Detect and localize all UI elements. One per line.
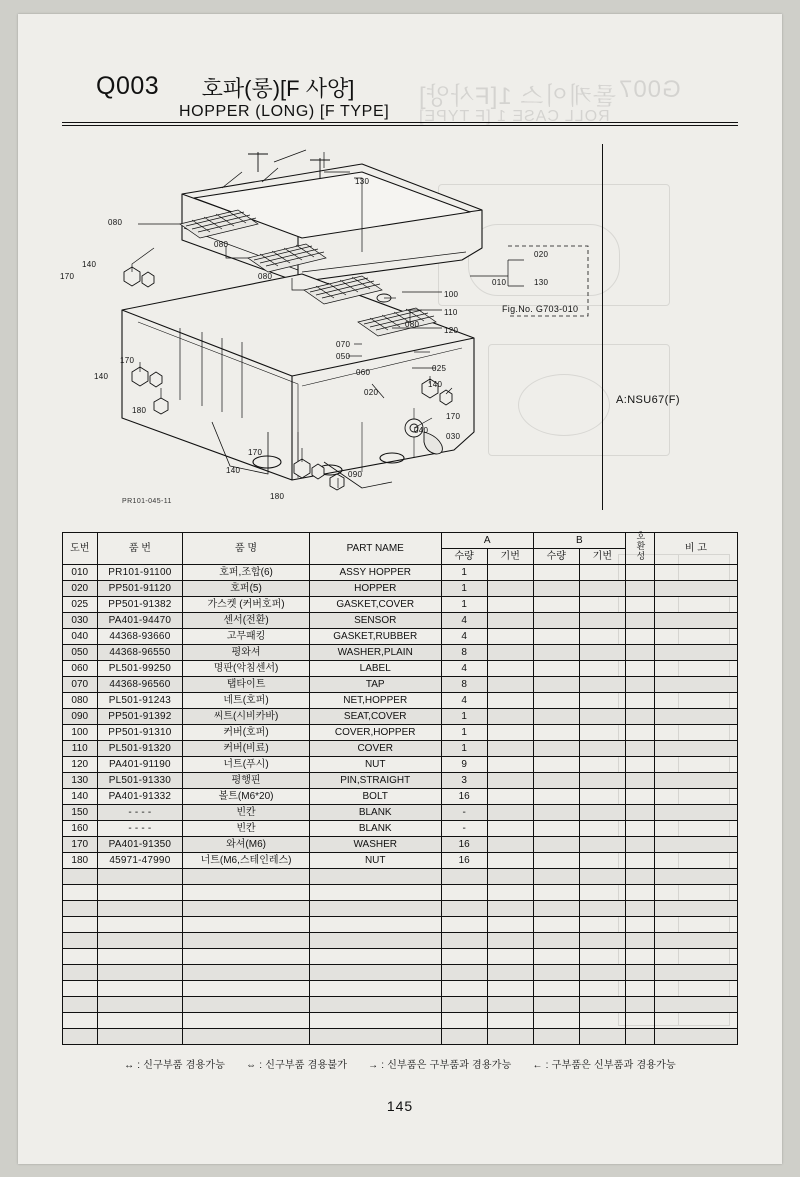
cell-dobeon: 100: [63, 725, 98, 741]
table-row: [63, 629, 738, 645]
th-dobeon: 도번: [63, 533, 98, 565]
cell-qty-b: [533, 757, 579, 773]
cell-part-name: LABEL: [309, 661, 441, 677]
cell-bigo: [654, 741, 737, 757]
cell-giban-a: [487, 629, 533, 645]
cell-qty-b: [533, 837, 579, 853]
cell-pumbeon: - - - -: [97, 805, 183, 821]
cell-qty-b: [533, 581, 579, 597]
cell-qty-a: 4: [441, 613, 487, 629]
cell-giban-b: [579, 837, 625, 853]
page-number: 145: [386, 1098, 414, 1114]
cell-pumbeon: PL501-91330: [97, 773, 183, 789]
cell-pummyeong: 빈칸: [183, 805, 310, 821]
header-rule-thin: [62, 125, 738, 126]
table-row-empty: [63, 885, 738, 901]
cell-pummyeong: 와셔(M6): [183, 837, 310, 853]
cell-hohwanseong: [625, 677, 654, 693]
bleed-title-en: ROLL CASE 1 [F TYPE]: [418, 108, 610, 125]
cell-bigo: [654, 661, 737, 677]
callout-020: 020: [364, 388, 379, 397]
cell-hohwanseong: [625, 789, 654, 805]
cell-giban-a: [487, 821, 533, 837]
cell-bigo: [654, 581, 737, 597]
table-row: [63, 789, 738, 805]
cell-giban-b: [579, 757, 625, 773]
cell-pummyeong: 탭타이트: [183, 677, 310, 693]
cell-giban-b: [579, 661, 625, 677]
callout-140-left2: 140: [94, 372, 109, 381]
cell-giban-a: [487, 693, 533, 709]
header-rule: [62, 122, 738, 123]
cell-bigo: [654, 773, 737, 789]
cell-qty-a: 1: [441, 597, 487, 613]
callout-070: 070: [336, 340, 351, 349]
cell-dobeon: 040: [63, 629, 98, 645]
cell-hohwanseong: [625, 773, 654, 789]
cell-pumbeon: PP501-91382: [97, 597, 183, 613]
cell-hohwanseong: [625, 693, 654, 709]
cell-part-name: SENSOR: [309, 613, 441, 629]
cell-pumbeon: PA401-91350: [97, 837, 183, 853]
cell-giban-b: [579, 565, 625, 581]
cell-giban-b: [579, 725, 625, 741]
cell-part-name: SEAT,COVER: [309, 709, 441, 725]
table-row: [63, 837, 738, 853]
callout-090: 090: [348, 470, 363, 479]
cell-giban-b: [579, 629, 625, 645]
cell-bigo: [654, 645, 737, 661]
legend-item-3: ← : 구부품은 신부품과 겸용가능: [532, 1060, 676, 1071]
cell-giban-b: [579, 645, 625, 661]
cell-bigo: [654, 565, 737, 581]
page-spine-left: [0, 0, 18, 1177]
table-row-empty: [63, 949, 738, 965]
cell-hohwanseong: [625, 853, 654, 869]
cell-pumbeon: PR101-91100: [97, 565, 183, 581]
cell-hohwanseong: [625, 597, 654, 613]
cell-qty-a: 16: [441, 789, 487, 805]
cell-giban-b: [579, 805, 625, 821]
callout-080-a: 080: [108, 218, 123, 227]
table-row: [63, 597, 738, 613]
drawing-number: PR101-045-11: [122, 498, 172, 505]
page-header: [96, 72, 390, 120]
cell-hohwanseong: [625, 709, 654, 725]
callout-120: 120: [444, 326, 459, 335]
cell-part-name: WASHER: [309, 837, 441, 853]
cell-qty-a: 4: [441, 661, 487, 677]
cell-qty-a: 1: [441, 741, 487, 757]
cell-dobeon: 010: [63, 565, 98, 581]
cell-pummyeong: 너트(M6,스테인레스): [183, 853, 310, 869]
th-part-name: PART NAME: [309, 533, 441, 565]
cell-giban-a: [487, 789, 533, 805]
table-row: [63, 741, 738, 757]
cell-giban-a: [487, 661, 533, 677]
cell-qty-a: -: [441, 805, 487, 821]
th-group-a: A: [441, 533, 533, 549]
table-row-empty: [63, 933, 738, 949]
th-hohwanseong: 호환성: [625, 533, 654, 565]
figure-reference-label: Fig.No. G703-010: [502, 304, 579, 314]
table-header-row-1: [63, 533, 738, 549]
callout-130-top: 130: [355, 177, 370, 186]
cell-giban-b: [579, 773, 625, 789]
th-giban-a: 기번: [487, 549, 533, 565]
cell-part-name: NET,HOPPER: [309, 693, 441, 709]
cell-dobeon: 060: [63, 661, 98, 677]
cell-giban-a: [487, 853, 533, 869]
cell-dobeon: 170: [63, 837, 98, 853]
cell-hohwanseong: [625, 741, 654, 757]
cell-qty-b: [533, 789, 579, 805]
callout-025: 025: [432, 364, 447, 373]
table-row: [63, 645, 738, 661]
table-row-empty: [63, 981, 738, 997]
cell-dobeon: 150: [63, 805, 98, 821]
callout-140-right: 140: [428, 380, 443, 389]
th-giban-b: 기번: [579, 549, 625, 565]
cell-qty-a: 1: [441, 725, 487, 741]
cell-pumbeon: 44368-96560: [97, 677, 183, 693]
table-row: [63, 709, 738, 725]
cell-pumbeon: PL501-91320: [97, 741, 183, 757]
table-row-empty: [63, 997, 738, 1013]
cell-pummyeong: 센서(전환): [183, 613, 310, 629]
callout-100: 100: [444, 290, 459, 299]
cell-part-name: GASKET,RUBBER: [309, 629, 441, 645]
table-row: [63, 613, 738, 629]
cell-hohwanseong: [625, 661, 654, 677]
title-english: HOPPER (LONG) [F TYPE]: [179, 103, 390, 120]
cell-dobeon: 080: [63, 693, 98, 709]
callout-060: 060: [356, 368, 371, 377]
cell-pumbeon: PP501-91310: [97, 725, 183, 741]
cell-qty-b: [533, 565, 579, 581]
cell-giban-a: [487, 565, 533, 581]
cell-qty-b: [533, 597, 579, 613]
callout-180-bottom: 180: [270, 492, 285, 501]
callout-050: 050: [336, 352, 351, 361]
cell-bigo: [654, 709, 737, 725]
cell-qty-a: 4: [441, 693, 487, 709]
cell-hohwanseong: [625, 629, 654, 645]
callout-170-bottom: 170: [248, 448, 263, 457]
cell-dobeon: 160: [63, 821, 98, 837]
cell-pummyeong: 커버(비료): [183, 741, 310, 757]
callout-080-b: 080: [214, 240, 229, 249]
cell-part-name: COVER,HOPPER: [309, 725, 441, 741]
callout-140-left: 140: [82, 260, 97, 269]
cell-dobeon: 070: [63, 677, 98, 693]
table-row: [63, 725, 738, 741]
cell-part-name: HOPPER: [309, 581, 441, 597]
callout-020-ref: 020: [534, 250, 549, 259]
table-row: [63, 821, 738, 837]
table-row: [63, 565, 738, 581]
cell-bigo: [654, 789, 737, 805]
table-row: [63, 773, 738, 789]
cell-part-name: COVER: [309, 741, 441, 757]
cell-bigo: [654, 597, 737, 613]
cell-part-name: BOLT: [309, 789, 441, 805]
cell-bigo: [654, 821, 737, 837]
cell-qty-b: [533, 613, 579, 629]
table-row: [63, 693, 738, 709]
cell-dobeon: 090: [63, 709, 98, 725]
cell-qty-b: [533, 773, 579, 789]
cell-hohwanseong: [625, 725, 654, 741]
th-bigo: 비 고: [654, 533, 737, 565]
cell-dobeon: 140: [63, 789, 98, 805]
th-group-b: B: [533, 533, 625, 549]
th-pummyeong: 품 명: [183, 533, 310, 565]
cell-bigo: [654, 725, 737, 741]
table-row: [63, 677, 738, 693]
cell-qty-b: [533, 725, 579, 741]
exploded-diagram: [62, 132, 738, 510]
cell-pumbeon: PP501-91120: [97, 581, 183, 597]
cell-pumbeon: PP501-91392: [97, 709, 183, 725]
cell-dobeon: 180: [63, 853, 98, 869]
cell-giban-a: [487, 597, 533, 613]
cell-giban-b: [579, 693, 625, 709]
table-row-empty: [63, 901, 738, 917]
cell-bigo: [654, 757, 737, 773]
cell-qty-b: [533, 693, 579, 709]
spec-code: A:NSU67(F): [616, 394, 680, 406]
cell-dobeon: 030: [63, 613, 98, 629]
cell-pumbeon: PL501-99250: [97, 661, 183, 677]
cell-qty-b: [533, 629, 579, 645]
table-row-empty: [63, 965, 738, 981]
cell-qty-b: [533, 741, 579, 757]
table-row: [63, 661, 738, 677]
legend-item-0: ↔ : 신구부품 겸용가능: [124, 1060, 226, 1071]
legend-row: [62, 1056, 738, 1071]
table-row: [63, 805, 738, 821]
cell-qty-b: [533, 677, 579, 693]
cell-pummyeong: 고무패킹: [183, 629, 310, 645]
th-qty-a: 수량: [441, 549, 487, 565]
cell-pumbeon: PA401-94470: [97, 613, 183, 629]
cell-qty-a: 8: [441, 645, 487, 661]
cell-qty-a: 16: [441, 853, 487, 869]
cell-giban-b: [579, 821, 625, 837]
cell-bigo: [654, 677, 737, 693]
cell-giban-a: [487, 805, 533, 821]
cell-part-name: NUT: [309, 853, 441, 869]
th-pumbeon: 품 번: [97, 533, 183, 565]
cell-pummyeong: 네트(호퍼): [183, 693, 310, 709]
table-row-empty: [63, 917, 738, 933]
cell-pumbeon: - - - -: [97, 821, 183, 837]
cell-bigo: [654, 837, 737, 853]
cell-part-name: BLANK: [309, 821, 441, 837]
cell-dobeon: 110: [63, 741, 98, 757]
cell-hohwanseong: [625, 837, 654, 853]
cell-bigo: [654, 805, 737, 821]
cell-hohwanseong: [625, 821, 654, 837]
cell-giban-b: [579, 677, 625, 693]
cell-pummyeong: 호퍼,조합(6): [183, 565, 310, 581]
cell-giban-a: [487, 613, 533, 629]
callout-040: 040: [414, 426, 429, 435]
legend-item-1: ⇔ : 신구부품 겸용불가: [246, 1060, 348, 1071]
cell-part-name: ASSY HOPPER: [309, 565, 441, 581]
callout-170-left2: 170: [120, 356, 135, 365]
cell-dobeon: 025: [63, 597, 98, 613]
callout-140-bottom: 140: [226, 466, 241, 475]
cell-hohwanseong: [625, 613, 654, 629]
cell-qty-b: [533, 821, 579, 837]
cell-part-name: NUT: [309, 757, 441, 773]
cell-pummyeong: 호퍼(5): [183, 581, 310, 597]
cell-qty-a: 4: [441, 629, 487, 645]
callout-170-right: 170: [446, 412, 461, 421]
title-korean: 호파(롱)[F 사양]: [201, 76, 355, 101]
diagram-svg: [62, 132, 738, 510]
bleed-title-ko: 롤케이스 1[F사양]: [418, 83, 617, 110]
cell-qty-b: [533, 661, 579, 677]
cell-qty-a: 9: [441, 757, 487, 773]
cell-hohwanseong: [625, 805, 654, 821]
callout-130-ref: 130: [534, 278, 549, 287]
cell-giban-b: [579, 613, 625, 629]
cell-hohwanseong: [625, 757, 654, 773]
table-row-empty: [63, 1029, 738, 1045]
cell-bigo: [654, 853, 737, 869]
th-qty-b: 수량: [533, 549, 579, 565]
table-row: [63, 757, 738, 773]
cell-part-name: BLANK: [309, 805, 441, 821]
cell-qty-b: [533, 645, 579, 661]
callout-080-c: 080: [258, 272, 273, 281]
cell-pumbeon: 44368-93660: [97, 629, 183, 645]
cell-qty-a: -: [441, 821, 487, 837]
cell-pumbeon: PA401-91190: [97, 757, 183, 773]
cell-qty-b: [533, 709, 579, 725]
cell-giban-a: [487, 773, 533, 789]
cell-qty-a: 8: [441, 677, 487, 693]
cell-dobeon: 020: [63, 581, 98, 597]
cell-pummyeong: 명판(악침센서): [183, 661, 310, 677]
cell-pumbeon: 44368-96550: [97, 645, 183, 661]
cell-pummyeong: 평행핀: [183, 773, 310, 789]
parts-table-body: [63, 565, 738, 1045]
cell-hohwanseong: [625, 565, 654, 581]
cell-giban-a: [487, 741, 533, 757]
cell-giban-a: [487, 709, 533, 725]
callout-180-left: 180: [132, 406, 147, 415]
callout-170-left: 170: [60, 272, 75, 281]
table-row: [63, 853, 738, 869]
legend-item-2: → : 신부품은 구부품과 겸용가능: [368, 1060, 512, 1071]
cell-bigo: [654, 629, 737, 645]
cell-giban-b: [579, 581, 625, 597]
cell-part-name: WASHER,PLAIN: [309, 645, 441, 661]
cell-qty-b: [533, 805, 579, 821]
cell-qty-b: [533, 853, 579, 869]
cell-pumbeon: PA401-91332: [97, 789, 183, 805]
cell-dobeon: 130: [63, 773, 98, 789]
callout-030: 030: [446, 432, 461, 441]
cell-giban-a: [487, 757, 533, 773]
cell-qty-a: 1: [441, 709, 487, 725]
cell-pummyeong: 너트(푸시): [183, 757, 310, 773]
cell-pumbeon: 45971-47990: [97, 853, 183, 869]
cell-qty-a: 3: [441, 773, 487, 789]
cell-pummyeong: 빈칸: [183, 821, 310, 837]
cell-pummyeong: 커버(호퍼): [183, 725, 310, 741]
table-row-empty: [63, 1013, 738, 1029]
cell-giban-a: [487, 837, 533, 853]
cell-giban-a: [487, 677, 533, 693]
cell-part-name: PIN,STRAIGHT: [309, 773, 441, 789]
cell-bigo: [654, 693, 737, 709]
callout-110: 110: [444, 308, 458, 317]
cell-giban-b: [579, 597, 625, 613]
cell-giban-b: [579, 853, 625, 869]
cell-pummyeong: 가스켓 (커버호퍼): [183, 597, 310, 613]
cell-dobeon: 050: [63, 645, 98, 661]
cell-qty-a: 1: [441, 565, 487, 581]
cell-qty-a: 16: [441, 837, 487, 853]
cell-pummyeong: 씨트(시비카바): [183, 709, 310, 725]
cell-bigo: [654, 613, 737, 629]
callout-080-d: 080: [405, 320, 420, 329]
table-row: [63, 581, 738, 597]
cell-giban-a: [487, 581, 533, 597]
figure-code: Q003: [96, 72, 160, 100]
cell-pumbeon: PL501-91243: [97, 693, 183, 709]
cell-part-name: TAP: [309, 677, 441, 693]
cell-giban-a: [487, 725, 533, 741]
cell-pummyeong: 볼트(M6*20): [183, 789, 310, 805]
cell-giban-a: [487, 645, 533, 661]
cell-part-name: GASKET,COVER: [309, 597, 441, 613]
cell-giban-b: [579, 709, 625, 725]
cell-pummyeong: 평와셔: [183, 645, 310, 661]
cell-hohwanseong: [625, 581, 654, 597]
table-row-empty: [63, 869, 738, 885]
parts-table: [62, 532, 738, 1045]
cell-qty-a: 1: [441, 581, 487, 597]
bleed-code: G007: [618, 76, 681, 103]
cell-giban-b: [579, 741, 625, 757]
cell-giban-b: [579, 789, 625, 805]
cell-hohwanseong: [625, 645, 654, 661]
catalog-page: [18, 14, 782, 1164]
cell-dobeon: 120: [63, 757, 98, 773]
callout-010-ref: 010: [492, 278, 507, 287]
